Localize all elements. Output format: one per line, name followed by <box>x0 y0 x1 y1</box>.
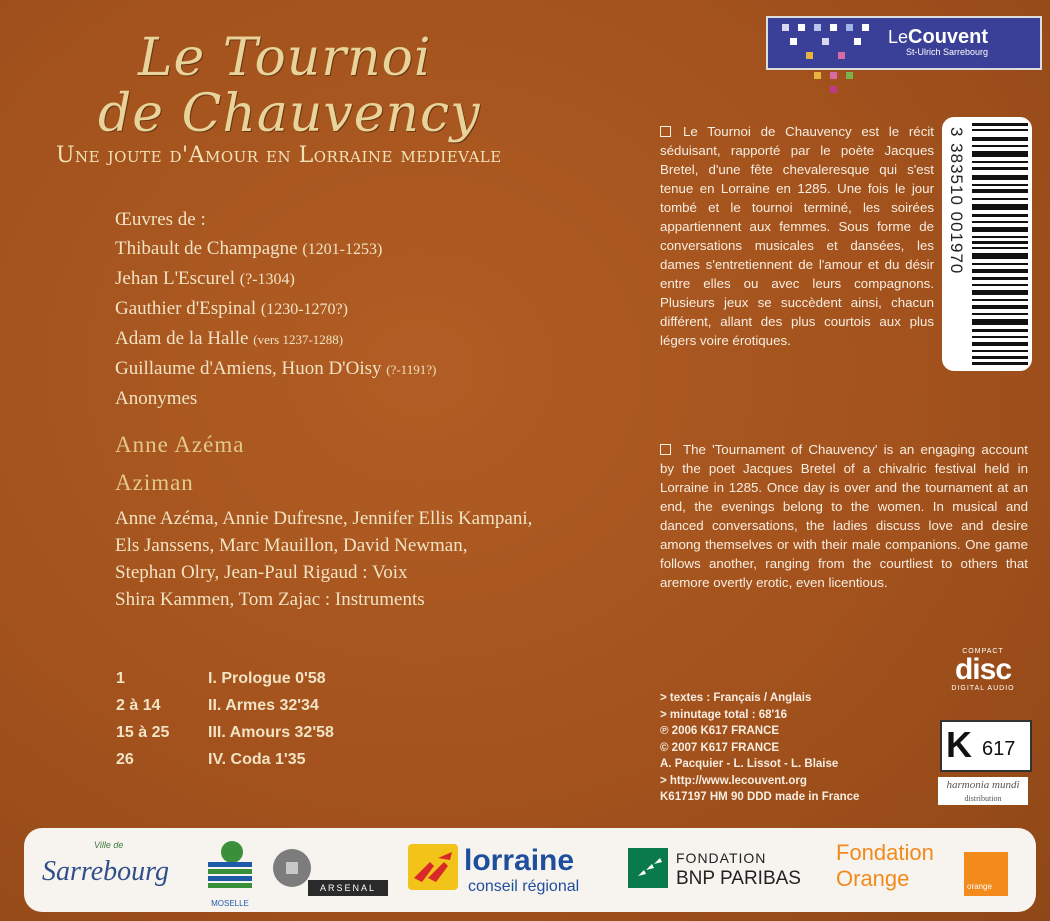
info-line: K617197 HM 90 DDD made in France <box>660 791 860 803</box>
k617-k: K <box>946 724 972 765</box>
moselle-text: MOSELLE <box>211 899 249 908</box>
orange-name: Orange <box>836 866 910 891</box>
track-number: 1 <box>116 670 125 687</box>
release-info <box>660 690 859 806</box>
logo-square <box>862 24 869 31</box>
description-french <box>660 122 934 350</box>
barcode-digits: 3 383510 001970 <box>947 127 966 275</box>
checkbox-bullet-icon <box>660 444 671 455</box>
track-title: III. Amours 32'58 <box>208 724 334 741</box>
composer-dates: (?-1304) <box>239 271 295 288</box>
performers-line: Anne Azéma, Annie Dufresne, Jennifer Ellis Kampani, <box>115 508 533 529</box>
logo-square <box>790 38 797 45</box>
logo-square <box>830 86 837 93</box>
track-number: 15 à 25 <box>116 724 170 741</box>
composer-line <box>115 264 436 294</box>
info-line: © 2007 K617 FRANCE <box>660 741 780 754</box>
harmonia-mundi-name: harmonia mundi <box>946 779 1020 791</box>
orange-badge: orange <box>964 852 1008 896</box>
composer-name: Thibault de Champagne <box>115 238 298 259</box>
logo-square <box>798 24 805 31</box>
sponsors-bar <box>24 828 1036 912</box>
composer-name: Adam de la Halle <box>115 328 249 349</box>
description-french-text: Le Tournoi de Chauvency est le récit séduisant, rapporté par le poète Jacques Bretel, d'une fête chevaleresque qui s'est tenue en Lorraine en 1285. Une fois le jour tombé et le tournoi terminé, les soirées appartiennent aux femmes. Sous forme de conversations musicales et dansées, les dames s'entretiennent de l'amour et du désir entre elles ou avec leurs compagnons. Plusieurs jeux se succèdent ainsi, chacun différent, allant des plus courtois aux plus légers voire érotiques. <box>660 124 934 348</box>
ensemble-name: Aziman <box>115 470 194 495</box>
bnp-name: BNP PARIBAS <box>676 868 801 889</box>
performers-line: Els Janssens, Marc Mauillon, David Newman, <box>115 535 468 556</box>
info-line: > textes : Français / Anglais <box>660 692 812 704</box>
logo-square <box>854 38 861 45</box>
moselle-emblem-icon <box>204 840 256 890</box>
performers-line: Shira Kammen, Tom Zajac : Instruments <box>115 589 425 610</box>
composer-name: Jehan L'Escurel <box>115 268 236 289</box>
composer-name: Guillaume d'Amiens, Huon D'Oisy <box>115 358 382 379</box>
logo-square <box>846 24 853 31</box>
arsenal-circle-icon <box>272 848 312 888</box>
lorraine-emblem-icon <box>408 844 458 890</box>
logo-le: Le <box>888 27 909 47</box>
logo-square <box>838 52 845 59</box>
sarrebourg-top: Ville de <box>94 840 124 850</box>
sarrebourg-name: Sarrebourg <box>42 856 170 887</box>
k617-label-logo <box>940 720 1032 772</box>
cd-logo-bottom: DIGITAL AUDIO <box>951 685 1015 692</box>
info-line: ℗ 2006 K617 FRANCE <box>660 725 780 737</box>
logo-subtitle: St-Ulrich Sarrebourg <box>906 47 989 57</box>
barcode <box>942 117 1032 371</box>
composer-line <box>115 294 436 324</box>
composer-name: Anonymes <box>115 388 198 409</box>
moselle-logo <box>204 840 256 910</box>
track-title: I. Prologue 0'58 <box>208 670 326 687</box>
album-subtitle: Une joute d'Amour en Lorraine medievale <box>56 143 502 168</box>
le-couvent-logo <box>766 16 1042 70</box>
works-list <box>115 205 436 413</box>
logo-square <box>830 24 837 31</box>
logo-square <box>814 72 821 79</box>
track-number: 2 à 14 <box>116 697 161 714</box>
composer-line <box>115 354 436 384</box>
logo-wordmark <box>888 26 988 49</box>
logo-couvent: Couvent <box>908 26 989 48</box>
bnp-paribas-logo <box>628 848 828 898</box>
info-line: > http://www.lecouvent.org <box>660 774 807 787</box>
orange-top: Fondation <box>836 840 934 865</box>
checkbox-bullet-icon <box>660 126 671 137</box>
bnp-stars-icon <box>628 848 668 888</box>
album-title-line1: Le Tournoi <box>138 28 432 88</box>
album-title-line2: de Chauvency <box>98 84 481 144</box>
description-english <box>660 440 1028 592</box>
composer-dates: (?-1191?) <box>386 362 437 377</box>
track-number: 26 <box>116 751 134 768</box>
composer-name: Gauthier d'Espinal <box>115 298 257 319</box>
logo-square <box>782 24 789 31</box>
fondation-orange-logo <box>834 838 1024 902</box>
logo-square <box>846 72 853 79</box>
compact-disc-logo <box>940 648 1026 704</box>
composer-line <box>115 324 436 354</box>
arsenal-text: ARSENAL <box>308 880 388 896</box>
harmonia-mundi-logo <box>938 777 1028 805</box>
logo-square <box>814 24 821 31</box>
composer-dates: (1230-1270?) <box>260 301 348 318</box>
info-line: > minutage total : 68'16 <box>660 708 788 721</box>
cd-logo-disc: disc <box>954 653 1012 686</box>
harmonia-mundi-sub: distribution <box>964 794 1002 803</box>
composer-dates: (1201-1253) <box>302 241 383 258</box>
track-title: IV. Coda 1'35 <box>208 751 306 768</box>
performers-line: Stephan Olry, Jean-Paul Rigaud : Voix <box>115 562 408 583</box>
lorraine-logo <box>408 844 608 900</box>
works-heading: Œuvres de : <box>115 209 206 230</box>
logo-square <box>806 52 813 59</box>
logo-square <box>830 72 837 79</box>
track-title: II. Armes 32'34 <box>208 697 319 714</box>
barcode-bars <box>972 123 1028 365</box>
logo-square <box>822 38 829 45</box>
lorraine-sub: conseil régional <box>468 878 580 895</box>
composer-line <box>115 234 436 264</box>
bnp-top: FONDATION <box>676 850 767 866</box>
composer-dates: (vers 1237-1288) <box>253 332 344 347</box>
sarrebourg-logo <box>42 838 192 898</box>
composer-line <box>115 384 436 413</box>
performers-list <box>115 505 532 613</box>
info-line: A. Pacquier - L. Lissot - L. Blaise <box>660 758 839 770</box>
k617-number: 617 <box>982 738 1016 760</box>
director-name: Anne Azéma <box>115 432 245 457</box>
description-english-text: The 'Tournament of Chauvency' is an engaging account by the poet Jacques Bretel of a chivalric festival held in Lorraine in 1285. Once day is over and the tournament at an end, the evenings belong to the women. In musical and danced conversations, the ladies discuss love and desire among themselves or with their male companions. One game follows another, ranging from the courtliest to others that aremore overtly erotic, even licentious. <box>660 442 1028 590</box>
lorraine-name: lorraine <box>464 844 575 877</box>
arsenal-logo <box>272 848 388 904</box>
cd-logo-top: COMPACT <box>962 648 1004 655</box>
